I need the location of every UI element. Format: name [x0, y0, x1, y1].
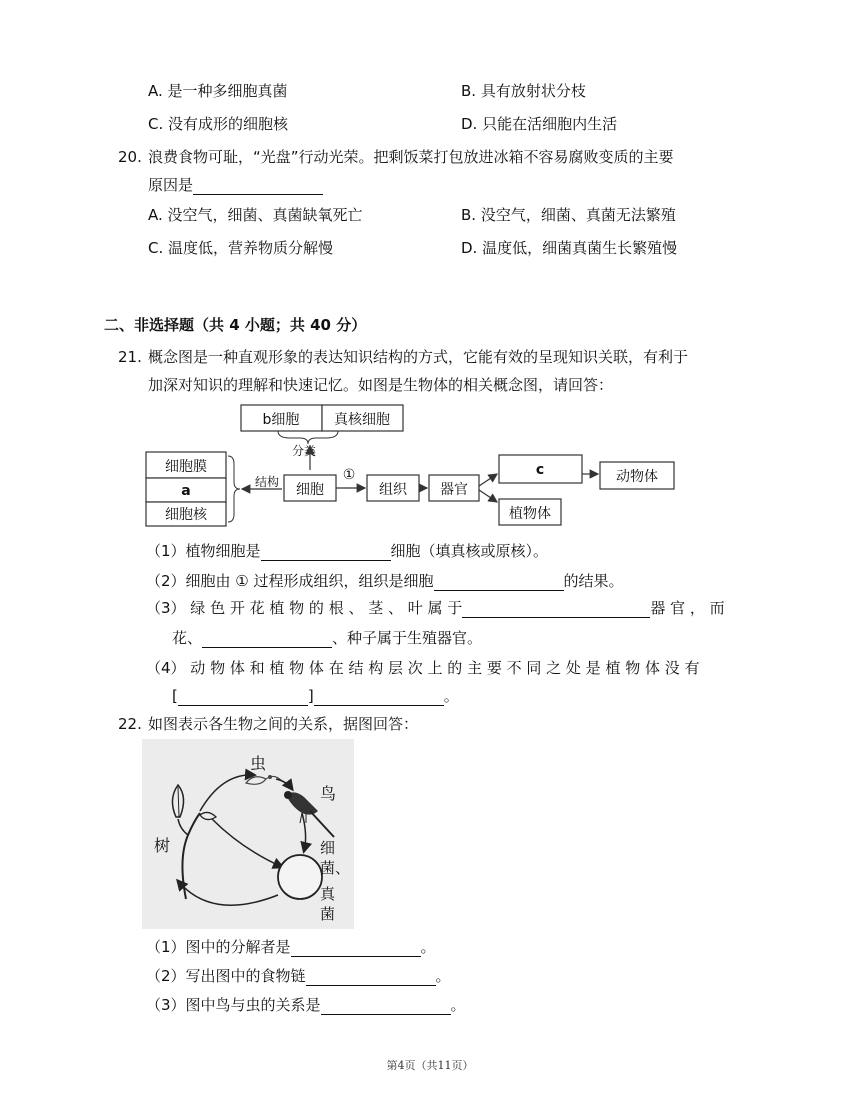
- q20-answer-blank[interactable]: [193, 178, 323, 195]
- q21-part1: [146, 541, 548, 561]
- q19-option-b: B. 具有放射状分枝: [461, 82, 586, 100]
- ecosystem-figure: [142, 739, 354, 929]
- q20-stem-text: 原因是: [148, 176, 194, 194]
- section-title: 二、非选择题（共 4 小题；共 40 分）: [104, 316, 367, 334]
- q21-number: 21.: [118, 348, 142, 366]
- microbe-label-1: 细: [320, 839, 336, 857]
- q22-part3: [146, 995, 466, 1015]
- top-brace: [278, 431, 338, 444]
- eukaryote-label: 真核细胞: [334, 412, 390, 428]
- q22-part2-prefix: （2）写出图中的食物链: [146, 967, 306, 985]
- q22-part3-prefix: （3）图中鸟与虫的关系是: [146, 996, 321, 1014]
- q21-part3-blank1[interactable]: [462, 601, 650, 618]
- q21-part1-blank[interactable]: [261, 544, 391, 561]
- q21-part3-line2-suffix: 、种子属于生殖器官。: [332, 629, 483, 647]
- q21-part3-line2: [172, 628, 482, 648]
- q22-part1-prefix: （1）图中的分解者是: [146, 938, 291, 956]
- microbe-label-2: 菌、: [320, 859, 351, 877]
- a-label: a: [181, 483, 191, 499]
- membrane-label: 细胞膜: [165, 459, 207, 475]
- q21-part4-close-bracket: ]: [307, 687, 314, 705]
- q21-part4-blank2[interactable]: [314, 689, 444, 706]
- concept-map-diagram: [140, 398, 680, 530]
- left-brace: [228, 456, 240, 522]
- animal-label: 动物体: [616, 469, 658, 485]
- q21-part3-line2-prefix: 花、: [172, 629, 203, 647]
- q22-part2-suffix: 。: [435, 967, 451, 985]
- q21-part4-end: 。: [443, 687, 459, 705]
- page-footer: 第4页（共11页）: [386, 1059, 474, 1072]
- plant-label: 植物体: [509, 506, 551, 522]
- microbe-label-3: 真: [320, 885, 336, 903]
- q22-part1-blank[interactable]: [291, 940, 421, 957]
- q20-stem-line1: 浪费食物可耻，“光盘”行动光荣。把剩饭菜打包放进冰箱不容易腐败变质的主要: [148, 148, 674, 166]
- q22-part1: [146, 937, 436, 957]
- q22-part2: [146, 966, 451, 986]
- nucleus-label: 细胞核: [165, 507, 207, 523]
- q19-option-d: D. 只能在活细胞内生活: [461, 115, 618, 133]
- q21-part4-open-bracket: [: [172, 687, 178, 705]
- q21-part3-prefix: （3） 绿 色 开 花 植 物 的 根 、 茎 、 叶 属 于: [146, 599, 463, 617]
- classify-label: 分类: [291, 444, 317, 458]
- organ-label: 器官: [440, 482, 468, 498]
- q21-stem-line2: 加深对知识的理解和快速记忆。如图是生物体的相关概念图，请回答：: [148, 376, 614, 394]
- insect-label: 虫: [250, 754, 267, 773]
- q20-number: 20.: [118, 148, 142, 166]
- c-label: c: [535, 462, 545, 478]
- q21-part1-prefix: （1）植物细胞是: [146, 542, 261, 560]
- q20-option-b: B. 没空气，细菌、真菌无法繁殖: [461, 206, 676, 224]
- q21-part1-suffix: 细胞（填真核或原核）。: [390, 542, 549, 560]
- q20-option-a: A. 没空气，细菌、真菌缺氧死亡: [148, 206, 363, 224]
- q20-option-d: D. 温度低，细菌真菌生长繁殖慢: [461, 239, 678, 257]
- q21-part4-line2: [172, 686, 459, 706]
- q21-part3: [146, 598, 725, 618]
- q21-part2: [146, 571, 624, 591]
- structure-label: 结构: [254, 475, 280, 489]
- q22-number: 22.: [118, 715, 142, 733]
- q21-stem-line1: 概念图是一种直观形象的表达知识结构的方式，它能有效的呈现知识关联，有利于: [148, 348, 689, 366]
- microbe-label-4: 菌: [320, 905, 336, 923]
- tissue-label: 组织: [379, 482, 407, 498]
- q21-part2-blank[interactable]: [434, 574, 564, 591]
- q22-part1-suffix: 。: [420, 938, 436, 956]
- q22-part3-suffix: 。: [450, 996, 466, 1014]
- q22-stem: 如图表示各生物之间的关系，据图回答：: [148, 715, 419, 733]
- q21-part2-suffix: 的结果。: [563, 572, 624, 590]
- tree-label: 树: [154, 836, 171, 855]
- q19-option-c: C. 没有成形的细胞核: [148, 115, 289, 133]
- b-cell-label: b细胞: [262, 412, 300, 428]
- cell-label: 细胞: [296, 482, 324, 498]
- q21-part4-blank1[interactable]: [178, 689, 308, 706]
- q21-part3-blank2[interactable]: [202, 631, 332, 648]
- step1-label: ①: [342, 467, 356, 483]
- q20-option-c: C. 温度低，营养物质分解慢: [148, 239, 334, 257]
- q22-part2-blank[interactable]: [306, 969, 436, 986]
- microbe-icon: [278, 855, 322, 899]
- q21-part4: （4） 动 物 体 和 植 物 体 在 结 构 层 次 上 的 主 要 不 同 之 处 是 植 物 体 没 有: [146, 659, 700, 677]
- q21-part3-middle: 器 官 ， 而: [650, 599, 725, 617]
- bird-label: 鸟: [320, 784, 337, 803]
- q21-part2-prefix: （2）细胞由 ① 过程形成组织，组织是细胞: [146, 572, 434, 590]
- q20-stem-line2: [148, 175, 323, 195]
- q19-option-a: A. 是一种多细胞真菌: [148, 82, 288, 100]
- q22-part3-blank[interactable]: [321, 998, 451, 1015]
